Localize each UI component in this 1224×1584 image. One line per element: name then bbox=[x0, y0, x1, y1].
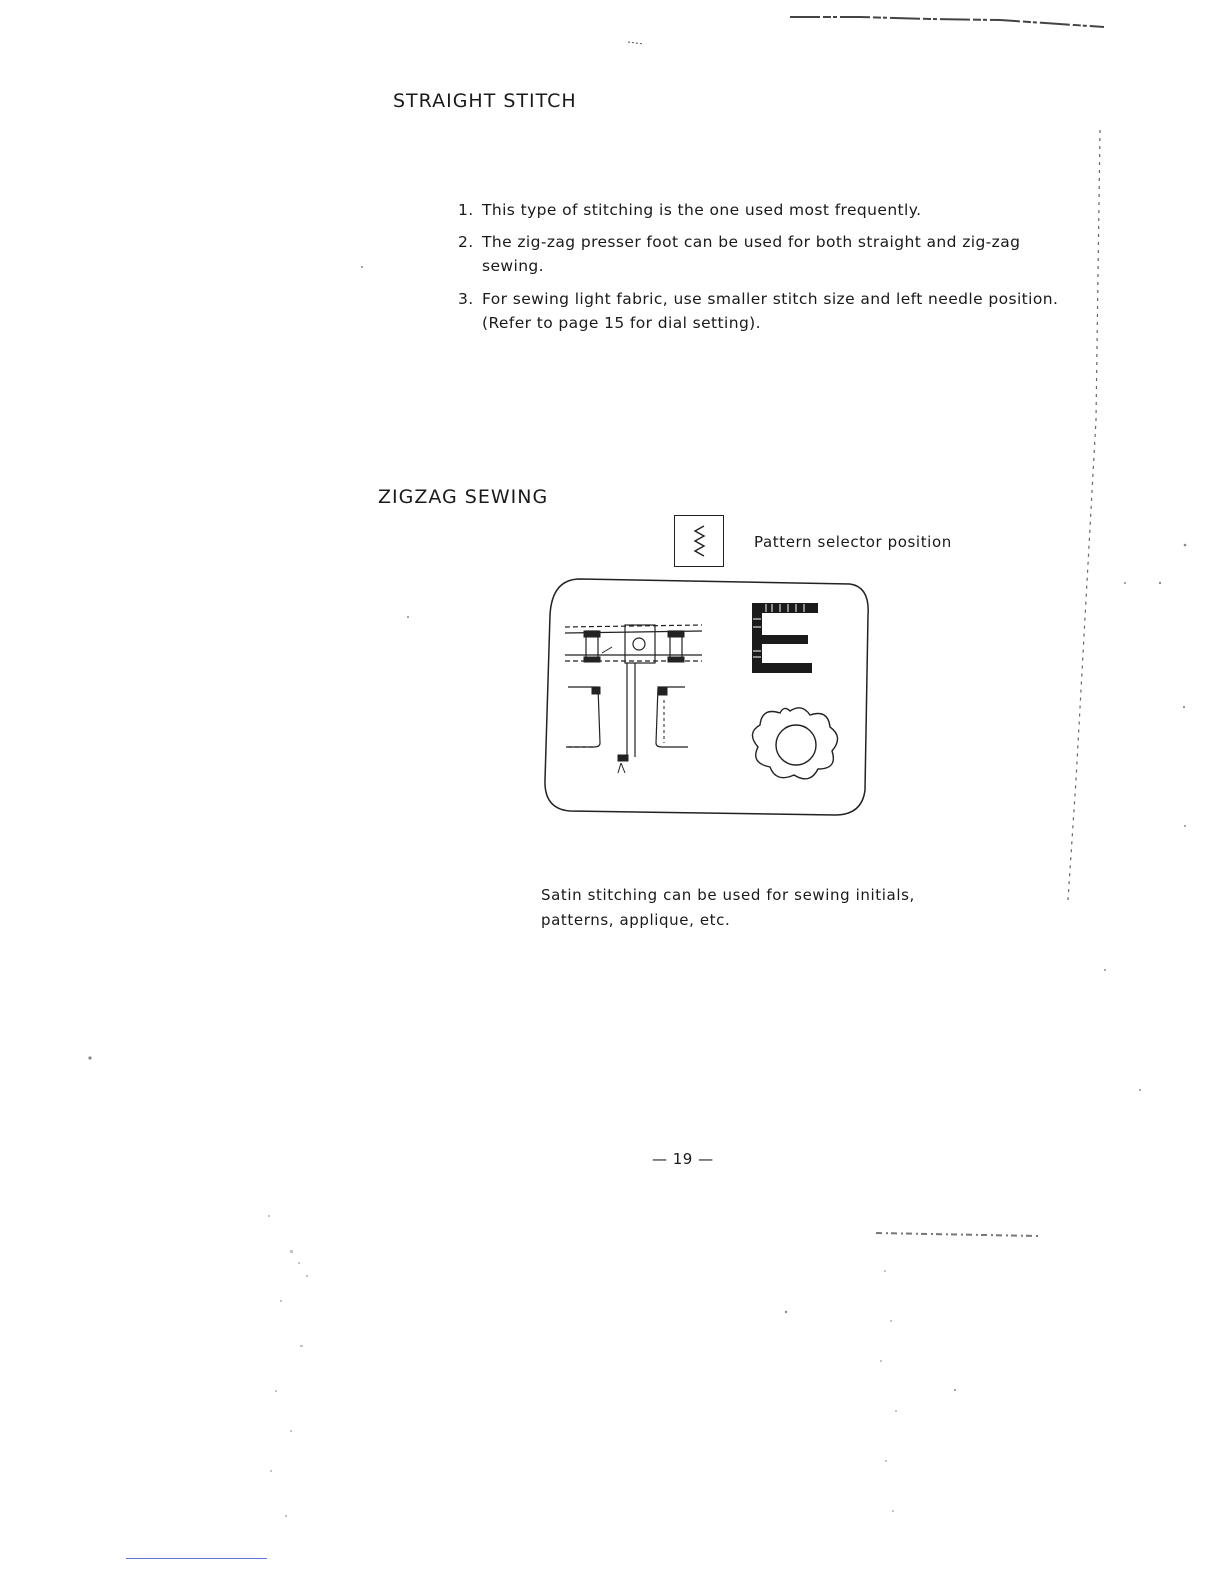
zigzag-diagram bbox=[540, 575, 872, 819]
instruction-number: 1. bbox=[458, 201, 474, 219]
straight-stitch-instructions bbox=[458, 198, 1078, 343]
page-number: — 19 — bbox=[652, 1150, 714, 1168]
pattern-selector-label: Pattern selector position bbox=[754, 533, 952, 551]
satin-flower-sample bbox=[752, 708, 837, 779]
instruction-item bbox=[458, 198, 1078, 222]
pattern-selector-box bbox=[674, 515, 724, 567]
satin-letter-e-sample bbox=[752, 603, 818, 673]
instruction-item bbox=[458, 230, 1078, 278]
zigzag-pattern-icon bbox=[675, 516, 722, 565]
straight-stitch-heading: STRAIGHT STITCH bbox=[393, 90, 577, 112]
diagram-frame bbox=[545, 579, 868, 815]
zigzag-sewing-heading: ZIGZAG SEWING bbox=[378, 486, 549, 508]
bottom-rule bbox=[126, 1558, 267, 1559]
instruction-continuation: (Refer to page 15 for dial setting). bbox=[482, 314, 761, 332]
instruction-text: This type of stitching is the one used most frequently. bbox=[482, 201, 922, 219]
satin-stitching-note: Satin stitching can be used for sewing initials, patterns, applique, etc. bbox=[541, 886, 915, 929]
instruction-text: The zig-zag presser foot can be used for both straight and zig-zag sewing. bbox=[482, 233, 1021, 275]
instruction-text: For sewing light fabric, use smaller stitch size and left needle position. bbox=[482, 290, 1059, 308]
instruction-item bbox=[458, 287, 1078, 335]
instruction-number: 2. bbox=[458, 233, 474, 251]
presser-foot-diagram bbox=[565, 625, 702, 773]
instruction-number: 3. bbox=[458, 290, 474, 308]
